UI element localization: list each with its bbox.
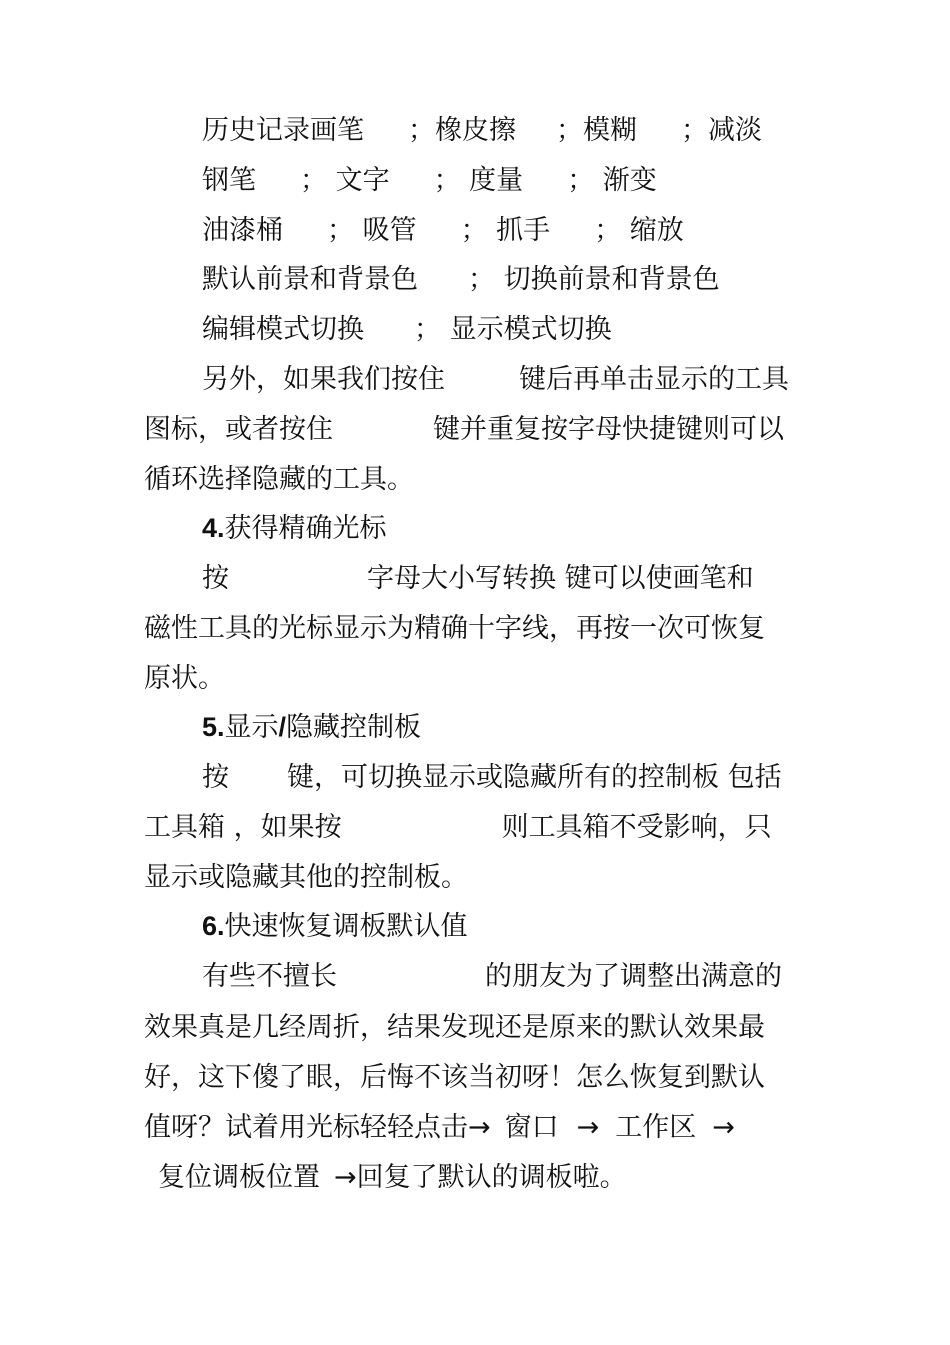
tool-row-1 [202, 113, 762, 149]
text: 字母大小写转换 键可以使画笔和 [367, 563, 754, 594]
tool-name: ；减淡 [681, 115, 762, 146]
paragraph-line [144, 412, 784, 448]
section-title: 显示 [224, 712, 279, 743]
tool-name: ； 抓手 [460, 215, 551, 246]
paragraph-line [144, 810, 772, 846]
tool-row-4 [202, 262, 720, 298]
tool-name: ； 显示模式切换 [414, 314, 612, 345]
text: 键并重复按字母快捷键则可以 [433, 414, 784, 445]
tool-name: ； 度量 [433, 165, 524, 196]
section-number: 4. [202, 513, 225, 543]
section-heading-5 [202, 709, 421, 746]
tool-row-2 [202, 163, 657, 199]
arrow: → [712, 1112, 735, 1143]
section-number: 5. [202, 712, 225, 742]
text: 键后再单击显示的工具 [519, 364, 789, 395]
tool-name: 编辑模式切换 [202, 314, 364, 345]
tool-name: ；橡皮擦 [408, 115, 516, 146]
tool-name: 钢笔 [202, 165, 256, 196]
text: →回复了默认的调板啦。 [334, 1162, 627, 1193]
paragraph-line [202, 959, 782, 995]
tool-name: ； 渐变 [567, 165, 657, 196]
paragraph-line: 好，这下傻了眼，后悔不该当初呀！怎么恢复到默认 [144, 1062, 765, 1093]
tool-row-3 [202, 213, 684, 249]
tool-name: ； 缩放 [594, 215, 684, 246]
tool-row-5 [202, 312, 612, 348]
text: 图标，或者按住 [144, 414, 333, 445]
text: 另外，如果我们按住 [202, 364, 445, 395]
tool-name: 默认前景和背景色 [202, 264, 418, 295]
tool-name: 油漆桶 [202, 215, 283, 246]
section-title: 获得精确光标 [224, 513, 387, 544]
paragraph-line: 效果真是几经周折，结果发现还是原来的默认效果最 [144, 1012, 765, 1043]
paragraph-line: 磁性工具的光标显示为精确十字线，再按一次可恢复 [144, 613, 765, 644]
tool-name: ； 切换前景和背景色 [468, 264, 720, 295]
text: 则工具箱不受影响，只 [501, 812, 772, 843]
text: 的朋友为了调整出满意的 [485, 961, 782, 992]
text: 按 [202, 563, 229, 594]
section-number: 6. [202, 911, 225, 941]
tool-name: ；模糊 [556, 115, 637, 146]
paragraph-line: 显示或隐藏其他的控制板。 [144, 862, 468, 893]
menu-path-workspace: 工作区 [615, 1112, 697, 1143]
text: 有些不擅长 [202, 961, 337, 992]
paragraph-line [202, 561, 754, 597]
menu-path-window: 窗口 [504, 1112, 559, 1143]
text: 键，可切换显示或隐藏所有的控制板 包括 [287, 762, 782, 793]
menu-path-reset-palettes: 复位调板位置 [158, 1162, 320, 1193]
text: 按 [202, 762, 229, 793]
paragraph-line [144, 1110, 735, 1146]
tool-name: ； 吸管 [327, 215, 417, 246]
section-title: 快速恢复调板默认值 [224, 911, 468, 942]
section-heading-4 [202, 510, 387, 547]
paragraph-line [158, 1160, 627, 1196]
tool-name: ； 文字 [300, 165, 390, 196]
paragraph-line [202, 362, 789, 398]
paragraph-line: 原状。 [144, 663, 225, 694]
text: 工具箱 ，如果按 [144, 812, 342, 843]
text: 值呀？试着用光标轻轻点击→ [144, 1112, 491, 1143]
section-title: 隐藏控制板 [286, 712, 422, 743]
arrow: → [576, 1112, 600, 1143]
tool-name: 历史记录画笔 [202, 115, 364, 146]
paragraph-line [202, 760, 782, 796]
section-heading-6 [202, 908, 468, 945]
paragraph-line: 循环选择隐藏的工具。 [144, 464, 414, 495]
slash: / [278, 712, 287, 742]
